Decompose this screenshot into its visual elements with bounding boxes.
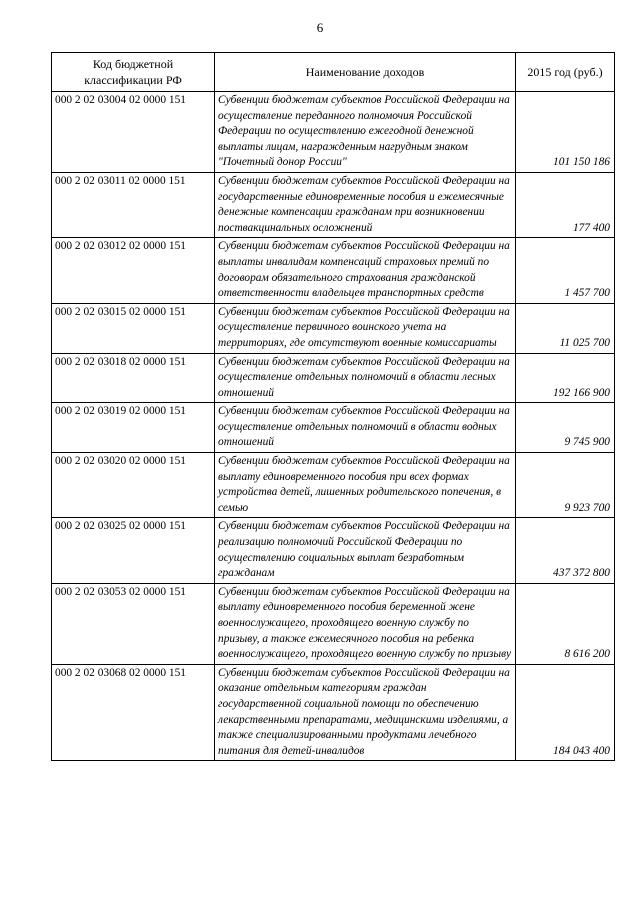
table-row: [52, 238, 615, 303]
header-code: Код бюджетной классификации РФ: [52, 53, 215, 92]
header-amount: 2015 год (руб.): [516, 53, 615, 92]
table-row: [52, 303, 615, 353]
row-amount: 9 745 900: [516, 403, 615, 453]
row-name: Субвенции бюджетам субъектов Российской Федерации на осуществление отдельных полномочий в области водных отношений: [215, 403, 516, 453]
table-row: [52, 583, 615, 664]
row-code: 000 2 02 03020 02 0000 151: [52, 453, 215, 518]
row-amount: 8 616 200: [516, 583, 615, 664]
row-name: Субвенции бюджетам субъектов Российской Федерации на осуществление первичного воинского учета на территориях, где отсутствуют военные комиссариаты: [215, 303, 516, 353]
row-name: Субвенции бюджетам субъектов Российской Федерации на выплату единовременного пособия беременной жене военнослужащего, проходящего военную службу по призыву, а также ежемесячного пособия на ребенка военнослужащего, проходящего военную службу по призыву: [215, 583, 516, 664]
row-amount: 192 166 900: [516, 353, 615, 403]
row-amount: 177 400: [516, 172, 615, 237]
row-code: 000 2 02 03025 02 0000 151: [52, 518, 215, 583]
row-code: 000 2 02 03015 02 0000 151: [52, 303, 215, 353]
row-code: 000 2 02 03012 02 0000 151: [52, 238, 215, 303]
table-header-row: [52, 53, 615, 92]
row-code: 000 2 02 03068 02 0000 151: [52, 664, 215, 761]
table-row: [52, 403, 615, 453]
row-name: Субвенции бюджетам субъектов Российской Федерации на оказание отдельным категориям граждан государственной социальной помощи по обеспечению лекарственными препаратами, медицинскими изделиями, а также специализированными продуктами лечебного питания для детей-инвалидов: [215, 664, 516, 761]
row-name: Субвенции бюджетам субъектов Российской Федерации на выплату единовременного пособия при всех формах устройства детей, лишенных родительского попечения, в семью: [215, 453, 516, 518]
row-amount: 437 372 800: [516, 518, 615, 583]
table-row: [52, 664, 615, 761]
row-name: Субвенции бюджетам субъектов Российской Федерации на выплаты инвалидам компенсаций страховых премий по договорам обязательного страхования гражданской ответственности владельцев транспортных средств: [215, 238, 516, 303]
row-amount: 11 025 700: [516, 303, 615, 353]
revenue-table: [51, 52, 615, 761]
row-amount: 101 150 186: [516, 92, 615, 173]
row-code: 000 2 02 03011 02 0000 151: [52, 172, 215, 237]
row-code: 000 2 02 03018 02 0000 151: [52, 353, 215, 403]
row-code: 000 2 02 03019 02 0000 151: [52, 403, 215, 453]
row-code: 000 2 02 03053 02 0000 151: [52, 583, 215, 664]
header-name: Наименование доходов: [215, 53, 516, 92]
table-row: [52, 172, 615, 237]
row-code: 000 2 02 03004 02 0000 151: [52, 92, 215, 173]
row-amount: 1 457 700: [516, 238, 615, 303]
row-amount: 184 043 400: [516, 664, 615, 761]
row-name: Субвенции бюджетам субъектов Российской Федерации на реализацию полномочий Российской Федерации по осуществлению социальных выплат безработным гражданам: [215, 518, 516, 583]
page-number: 6: [316, 20, 324, 35]
table-row: [52, 453, 615, 518]
table-row: [52, 353, 615, 403]
row-name: Субвенции бюджетам субъектов Российской Федерации на осуществление переданного полномочия Российской Федерации по осуществлению ежегодной денежной выплаты лицам, награжденным нагрудным знаком "Почетный донор России": [215, 92, 516, 173]
row-amount: 9 923 700: [516, 453, 615, 518]
row-name: Субвенции бюджетам субъектов Российской Федерации на государственные единовременные пособия и ежемесячные денежные компенсации гражданам при возникновении поствакцинальных осложнений: [215, 172, 516, 237]
table-row: [52, 92, 615, 173]
table-row: [52, 518, 615, 583]
row-name: Субвенции бюджетам субъектов Российской Федерации на осуществление отдельных полномочий в области лесных отношений: [215, 353, 516, 403]
